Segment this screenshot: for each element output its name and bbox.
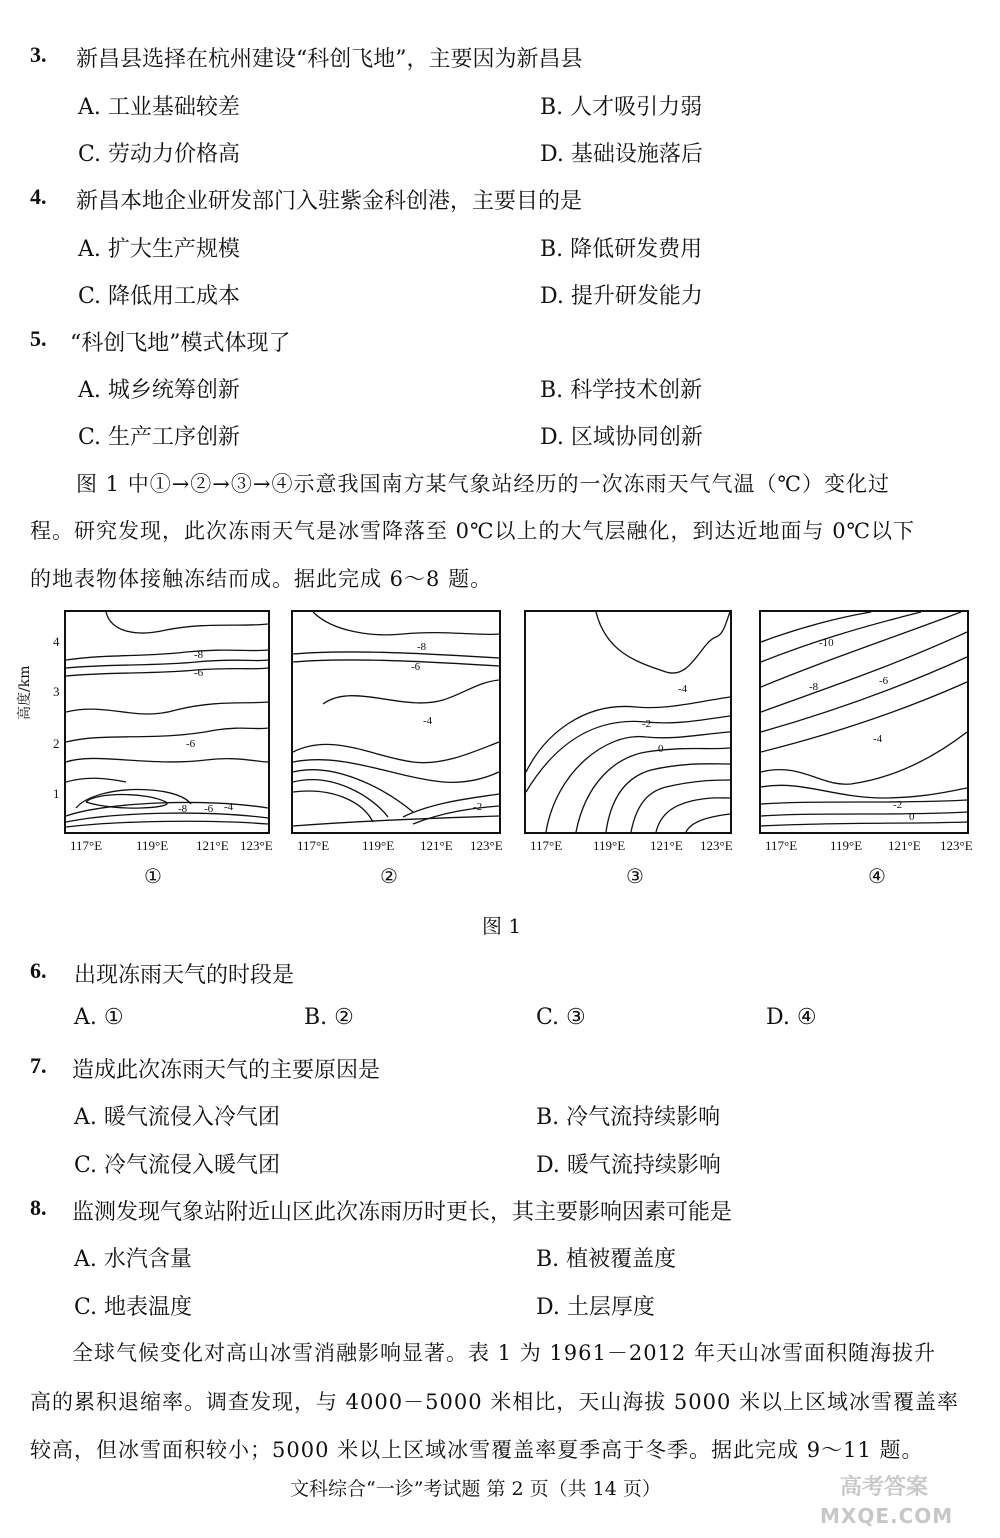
p3-label-2: -2 [642,718,652,730]
p2-label-3: -4 [423,715,433,727]
p4-label-2: -8 [809,681,819,693]
q6-stem: 出现冻雨天气的时段是 [74,963,295,988]
p1-label-5: -6 [204,803,214,815]
q8-option-c: C. 地表温度 [74,1295,193,1320]
q4-option-d: D. 提升研发能力 [540,284,703,309]
p2-label-4: -2 [473,801,483,813]
intro1-line1: 图 1 中①→②→③→④示意我国南方某气象站经历的一次冻雨天气气温（℃）变化过 [76,472,890,496]
p1-label-2: -6 [194,667,204,679]
q7-stem: 造成此次冻雨天气的主要原因是 [72,1058,381,1083]
q3-option-a: A. 工业基础较差 [78,95,240,120]
p1-xtick-3: 121°E [196,838,229,853]
q7-number: 7. [30,1053,47,1078]
contour-panel-3 [524,610,732,834]
p4-label-6: 0 [909,811,915,823]
ytick-3: 3 [53,684,60,699]
q8-option-b: B. 植被覆盖度 [536,1247,677,1272]
p3-label-3: 0 [658,743,664,755]
q5-option-c: C. 生产工序创新 [78,425,241,450]
ytick-4: 4 [53,634,60,649]
q6-option-c: C. ③ [536,1005,586,1030]
q3-number: 3. [30,42,47,67]
contour-panel-2 [291,610,501,834]
p4-label-1: -10 [819,637,834,649]
q5-option-a: A. 城乡统筹创新 [78,378,240,403]
watermark-text-top: 高考答案 [840,1475,929,1500]
q4-option-a: A. 扩大生产规模 [78,237,240,262]
q5-option-d: D. 区域协同创新 [540,425,703,450]
q6-option-a: A. ① [74,1005,124,1030]
p3-xtick-3: 121°E [650,838,683,853]
q5-number: 5. [30,326,47,351]
p3-xtick-4: 123°E [700,838,733,853]
p1-label-6: -4 [224,801,234,813]
contour-panel-1 [64,610,270,834]
q8-number: 8. [30,1195,47,1220]
q7-option-c: C. 冷气流侵入暖气团 [74,1153,281,1178]
q6-option-d: D. ④ [766,1005,817,1030]
panel-label-2: ② [380,864,398,888]
q8-option-d: D. 土层厚度 [536,1295,655,1320]
p4-xtick-4: 123°E [940,838,973,853]
q4-option-b: B. 降低研发费用 [540,237,703,262]
intro2-line1: 全球气候变化对高山冰雪消融影响显著。表 1 为 1961－2012 年天山冰雪面积随海拔升 [72,1341,936,1365]
q3-option-d: D. 基础设施落后 [540,142,703,167]
p1-label-1: -8 [194,649,204,661]
intro2-line2: 高的累积退缩率。调查发现，与 4000－5000 米相比，天山海拔 5000 米以上区域冰雪覆盖率 [30,1390,960,1414]
q6-option-b: B. ② [304,1005,354,1030]
q6-number: 6. [30,958,47,983]
ytick-1: 1 [53,786,60,801]
p4-xtick-2: 119°E [830,838,863,853]
q3-option-c: C. 劳动力价格高 [78,142,241,167]
p4-label-4: -4 [873,733,883,745]
p2-xtick-3: 121°E [420,838,453,853]
p1-label-3: -6 [186,738,196,750]
q4-option-c: C. 降低用工成本 [78,284,241,309]
intro1-line2: 程。研究发现，此次冻雨天气是冰雪降落至 0℃以上的大气层融化，到达近地面与 0℃以下 [30,519,916,543]
q8-option-a: A. 水汽含量 [74,1247,192,1272]
q3-option-b: B. 人才吸引力弱 [540,95,703,120]
p2-xtick-2: 119°E [362,838,395,853]
p4-label-5: -2 [893,799,903,811]
watermark-text-bottom: MXQE.COM [820,1504,954,1528]
figure-caption: 图 1 [482,914,522,938]
intro1-line3: 的地表物体接触冻结而成。据此完成 6～8 题。 [30,567,493,591]
figure-ylabel: 高度/km [17,665,33,720]
p2-label-1: -8 [417,641,427,653]
p3-label-1: -4 [678,683,688,695]
p2-label-2: -6 [411,661,421,673]
q5-option-b: B. 科学技术创新 [540,378,703,403]
q8-stem: 监测发现气象站附近山区此次冻雨历时更长，其主要影响因素可能是 [72,1200,733,1225]
p4-label-3: -6 [879,675,889,687]
contour-lines-2 [293,612,499,832]
panel-label-1: ① [144,864,162,888]
p4-xtick-3: 121°E [888,838,921,853]
q4-number: 4. [30,184,47,209]
p1-xtick-4: 123°E [240,838,273,853]
intro2-line3: 较高，但冰雪面积较小；5000 米以上区域冰雪覆盖率夏季高于冬季。据此完成 9～11 题。 [30,1438,924,1462]
panel-label-3: ③ [626,864,644,888]
p4-xtick-1: 117°E [765,838,798,853]
page-footer: 文科综合“一诊”考试题 第 2 页（共 14 页） [290,1478,661,1500]
p1-xtick-2: 119°E [136,838,169,853]
p3-xtick-1: 117°E [530,838,563,853]
q4-stem: 新昌本地企业研发部门入驻紫金科创港，主要目的是 [76,189,583,214]
p2-xtick-4: 123°E [470,838,503,853]
q3-stem: 新昌县选择在杭州建设“科创飞地”，主要因为新昌县 [76,47,583,72]
watermark-logo [820,1470,954,1530]
ytick-2: 2 [53,736,60,751]
contour-lines-1 [66,612,268,832]
q7-option-a: A. 暖气流侵入冷气团 [74,1105,280,1130]
q7-option-d: D. 暖气流持续影响 [536,1153,721,1178]
contour-lines-3 [526,612,730,832]
p1-xtick-1: 117°E [70,838,103,853]
q5-stem: “科创飞地”模式体现了 [70,331,291,356]
p2-xtick-1: 117°E [297,838,330,853]
contour-panel-4 [759,610,969,834]
contour-lines-4 [761,612,967,832]
p1-label-4: -8 [178,803,188,815]
panel-label-4: ④ [868,864,886,888]
p3-xtick-2: 119°E [593,838,626,853]
q7-option-b: B. 冷气流持续影响 [536,1105,721,1130]
